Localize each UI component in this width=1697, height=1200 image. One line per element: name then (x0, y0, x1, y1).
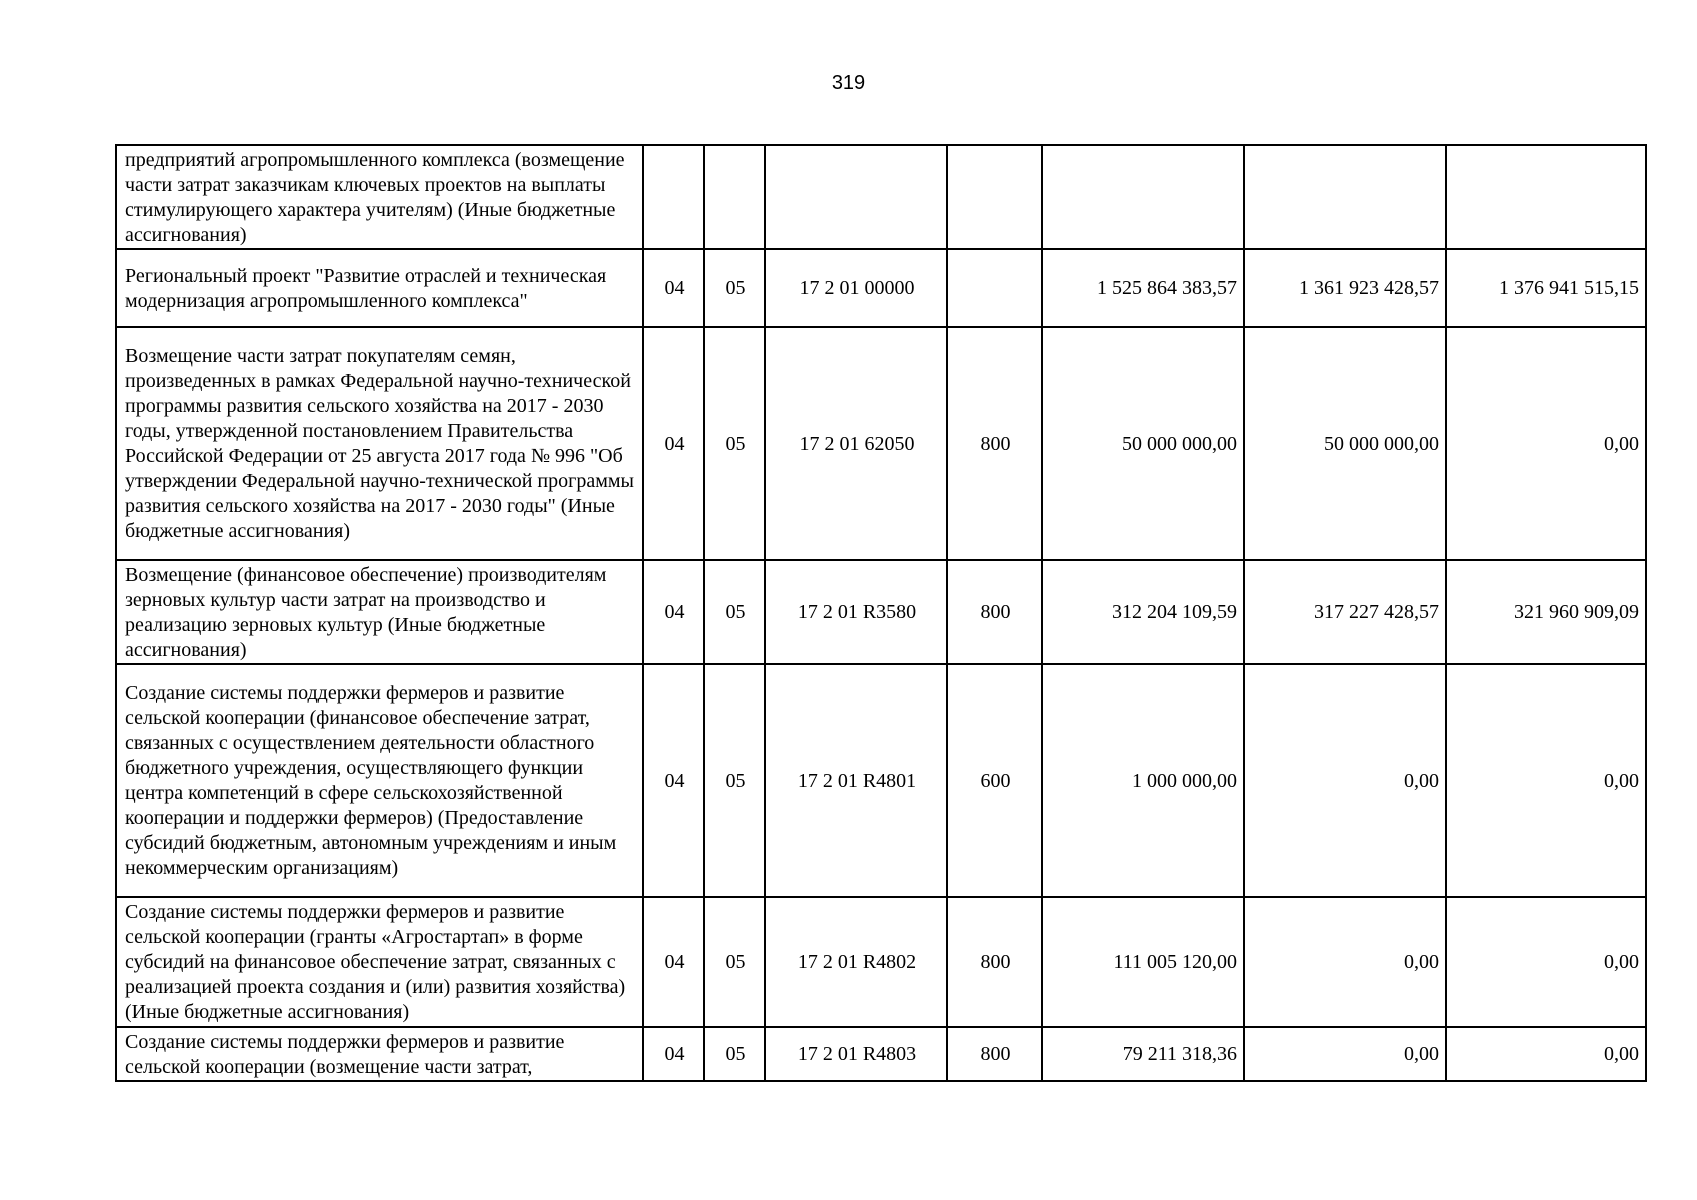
expense-type-cell: 800 (947, 327, 1042, 560)
amount-year1-cell: 1 525 864 383,57 (1042, 249, 1244, 327)
row-name-cell: Возмещение (финансовое обеспечение) производителям зерновых культур части затрат на производство и реализацию зерновых культур (Иные бюджетные ассигнования) (116, 560, 643, 664)
target-article-cell: 17 2 01 R4801 (765, 664, 947, 897)
subsection-code-cell: 05 (704, 664, 765, 897)
expense-type-cell: 600 (947, 664, 1042, 897)
expense-type-cell (947, 249, 1042, 327)
amount-year1-cell: 50 000 000,00 (1042, 327, 1244, 560)
amount-year1-cell: 79 211 318,36 (1042, 1027, 1244, 1081)
target-article-cell: 17 2 01 R4802 (765, 897, 947, 1027)
amount-year3-cell: 0,00 (1446, 327, 1646, 560)
amount-year3-cell: 321 960 909,09 (1446, 560, 1646, 664)
amount-year3-cell: 0,00 (1446, 1027, 1646, 1081)
expense-type-cell: 800 (947, 560, 1042, 664)
row-name-cell: Возмещение части затрат покупателям семян, произведенных в рамках Федеральной научно-технической программы развития сельского хозяйства на 2017 - 2030 годы, утвержденной постановлением Правительства Российской Федерации от 25 августа 2017 года № 996 "Об утверждении Федеральной научно-технической программы развития сельского хозяйства на 2017 - 2030 годы" (Иные бюджетные ассигнования) (116, 327, 643, 560)
subsection-code-cell: 05 (704, 249, 765, 327)
table-row (116, 560, 1646, 664)
target-article-cell: 17 2 01 R3580 (765, 560, 947, 664)
section-code-cell: 04 (643, 249, 704, 327)
expense-type-cell: 800 (947, 897, 1042, 1027)
expense-type-cell: 800 (947, 1027, 1042, 1081)
target-article-cell (765, 145, 947, 249)
page-number: 319 (831, 72, 866, 94)
amount-year3-cell: 0,00 (1446, 664, 1646, 897)
amount-year2-cell: 50 000 000,00 (1244, 327, 1446, 560)
table-row (116, 249, 1646, 327)
budget-table (115, 144, 1647, 1082)
amount-year2-cell: 1 361 923 428,57 (1244, 249, 1446, 327)
row-name-cell: Создание системы поддержки фермеров и развитие сельской кооперации (финансовое обеспечение затрат, связанных с осуществлением деятельности областного бюджетного учреждения, осуществляющего функции центра компетенций в сфере сельскохозяйственной кооперации и поддержки фермеров) (Предоставление субсидий бюджетным, автономным учреждениям и иным некоммерческим организациям) (116, 664, 643, 897)
amount-year3-cell (1446, 145, 1646, 249)
section-code-cell: 04 (643, 664, 704, 897)
amount-year2-cell (1244, 145, 1446, 249)
target-article-cell: 17 2 01 00000 (765, 249, 947, 327)
amount-year1-cell (1042, 145, 1244, 249)
expense-type-cell (947, 145, 1042, 249)
row-name-cell: Создание системы поддержки фермеров и развитие сельской кооперации (возмещение части затрат, (116, 1027, 643, 1081)
amount-year2-cell: 317 227 428,57 (1244, 560, 1446, 664)
table-row (116, 145, 1646, 249)
section-code-cell: 04 (643, 1027, 704, 1081)
amount-year2-cell: 0,00 (1244, 1027, 1446, 1081)
target-article-cell: 17 2 01 62050 (765, 327, 947, 560)
table-body (116, 145, 1646, 1081)
amount-year1-cell: 111 005 120,00 (1042, 897, 1244, 1027)
amount-year2-cell: 0,00 (1244, 664, 1446, 897)
table-row (116, 664, 1646, 897)
amount-year3-cell: 1 376 941 515,15 (1446, 249, 1646, 327)
section-code-cell (643, 145, 704, 249)
subsection-code-cell: 05 (704, 327, 765, 560)
target-article-cell: 17 2 01 R4803 (765, 1027, 947, 1081)
amount-year1-cell: 312 204 109,59 (1042, 560, 1244, 664)
row-name-cell: предприятий агропромышленного комплекса (возмещение части затрат заказчикам ключевых проектов на выплаты стимулирующего характера учителям) (Иные бюджетные ассигнования) (116, 145, 643, 249)
table-row (116, 327, 1646, 560)
section-code-cell: 04 (643, 897, 704, 1027)
table-row (116, 1027, 1646, 1081)
amount-year1-cell: 1 000 000,00 (1042, 664, 1244, 897)
amount-year3-cell: 0,00 (1446, 897, 1646, 1027)
row-name-cell: Создание системы поддержки фермеров и развитие сельской кооперации (гранты «Агростартап» в форме субсидий на финансовое обеспечение затрат, связанных с реализацией проекта создания и (или) развития хозяйства) (Иные бюджетные ассигнования) (116, 897, 643, 1027)
subsection-code-cell: 05 (704, 1027, 765, 1081)
table-row (116, 897, 1646, 1027)
section-code-cell: 04 (643, 560, 704, 664)
section-code-cell: 04 (643, 327, 704, 560)
subsection-code-cell: 05 (704, 560, 765, 664)
row-name-cell: Региональный проект "Развитие отраслей и техническая модернизация агропромышленного комплекса" (116, 249, 643, 327)
amount-year2-cell: 0,00 (1244, 897, 1446, 1027)
subsection-code-cell: 05 (704, 897, 765, 1027)
subsection-code-cell (704, 145, 765, 249)
